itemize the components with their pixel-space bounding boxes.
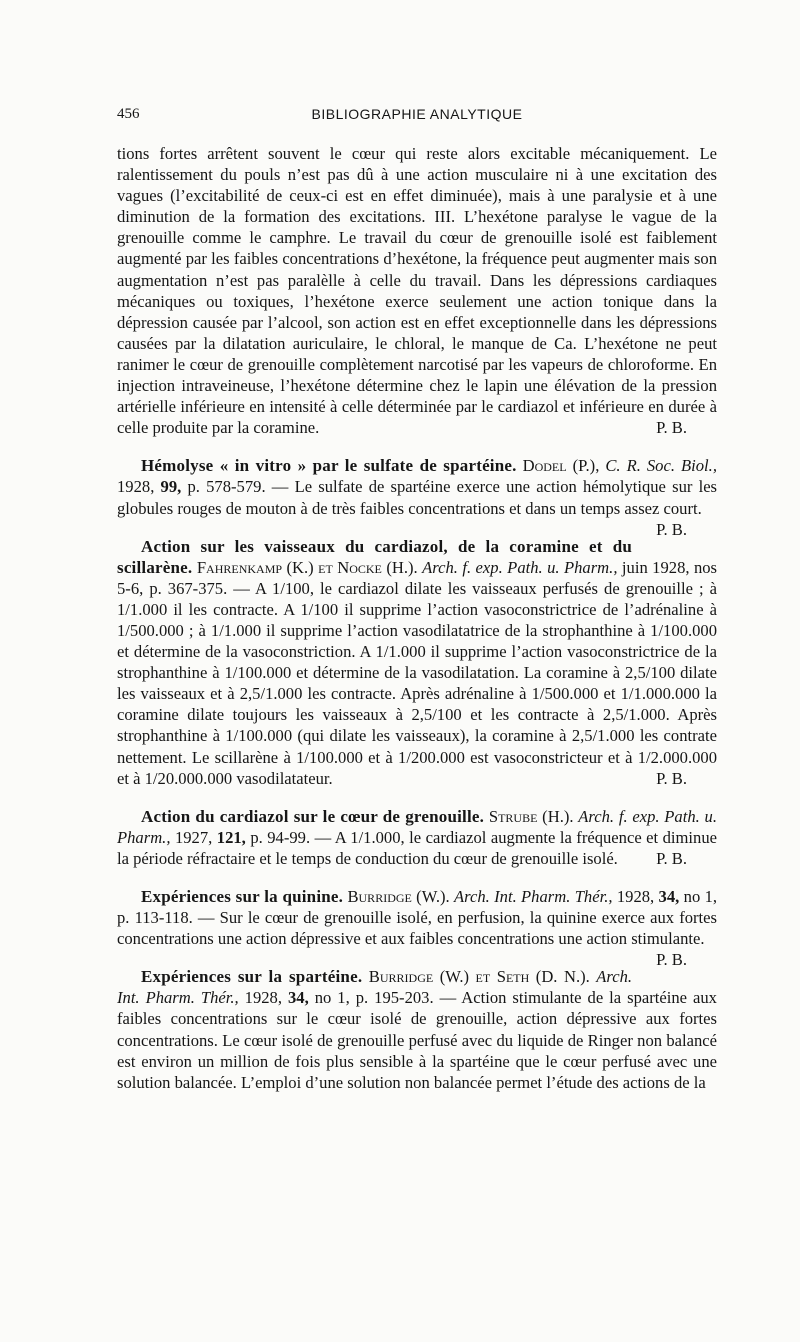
reviewer-initials: P. B. — [656, 768, 687, 788]
citation-journal: Arch. f. exp. Path. u. Pharm., — [422, 557, 618, 577]
running-head: BIBLIOGRAPHIE ANALYTIQUE — [311, 106, 523, 122]
entry-author: Burridge (W.) et Seth (D. N.). — [368, 967, 590, 987]
citation-year: 1928, — [117, 477, 155, 497]
citation-volume: 99, — [160, 477, 182, 497]
entry-author: Dodel (P.), — [522, 456, 600, 476]
entry-title: Expériences sur la quinine. — [141, 887, 344, 906]
reviewer-initials: P. B. — [656, 950, 687, 970]
citation-pages: no 1, p. 195-203. — — [314, 988, 457, 1008]
bibliography-entry — [117, 806, 717, 869]
page-number: 456 — [117, 106, 140, 122]
citation-volume: 121, — [216, 827, 246, 847]
citation-journal: C. R. Soc. Biol., — [605, 456, 717, 476]
entry-text: A 1/100, le cardiazol dilate les vaisseaux perfusés de grenouille ; à 1/1.000 il les contracte. A 1/100 il supprime l’action vasoconstrictrice de l’adrénaline à 1/500.000 ; à 1/1.000 il supprime l’action vasodilatatrice de la strophanthine à 1/100.000 et détermine de la vasoconstriction. A 1/1.000 il supprime l’action vasoconstrictrice de la strophanthine à 1/100.000 et détermine de la vasodilatation. La coramine à 2,5/100 dilate les vaisseaux et à 2,5/1.000 les contracte. Après adrénaline à 1/500.000 et 1/1.000.000 la coramine dilate toujours les vaisseaux à 2,5/100 et les contracte à 2,5/1.000. Après strophanthine à 1/100.000 (qui dilate les vaisseaux), la coramine à 2,5/1.000 les contrate nettement. Le scillarène à 1/100.000 et à 1/200.000 est vasoconstricteur et à 1/2.000.000 et à 1/20.000.000 vasodilatateur. — [117, 578, 717, 788]
bibliography-entry — [117, 966, 717, 1093]
entry-title: Expériences sur la spartéine. — [141, 967, 363, 987]
paragraph-text: tions fortes arrêtent souvent le cœur qui reste alors excitable mécaniquement. Le ralentissement du pouls n’est pas dû à une action musculaire ni à une excitation des vagues (l’excitabilité de ceux-ci est en effet diminuée), mais à une paralysie et à une diminution de la formation des excitations. III. L’hexétone paralyse le vague de la grenouille comme le camphre. Le travail du cœur de grenouille isolé est faiblement augmenté par les faibles concentrations d’hexétone, la fréquence peut augmenter mais son augmentation n’est pas paralèlle à celle du travail. Dans les dépressions cardiaques mécaniques ou toxiques, l’hexétone exerce seulement une action tonique dans la dépression causée par l’alcool, son action est en effet exceptionnelle dans les dépressions causées par la dilatation auriculaire, le chloral, le manque de Ca. L’hexétone ne peut ranimer le cœur de grenouille complètement narcotisé par les vapeurs de chloroforme. En injection intraveineuse, l’hexétone détermine chez le lapin une élévation de la pression artérielle inférieure en intensité à celle déterminée par le cardiazol et inférieure en durée à celle produite par la coramine. — [117, 144, 717, 438]
entry-text: A 1/1.000, le cardiazol augmente la fréquence et diminue la période réfractaire et le temps de conduction du cœur de grenouille isolé. — [117, 827, 718, 868]
reviewer-initials: P. B. — [656, 848, 687, 868]
citation-journal: Arch. f. exp. Path. u. Pharm., — [117, 806, 717, 847]
page-body — [117, 143, 717, 1093]
citation-journal: Arch. Int. Pharm. Thér., — [454, 887, 613, 906]
citation-year: juin 1928, nos 5-6, — [117, 557, 718, 598]
citation-year: 1928, — [244, 988, 282, 1008]
bibliography-entry — [117, 536, 717, 789]
entry-text: Le sulfate de spartéine exerce une action hémolytique sur les globules rouges de mouton à de très faibles concentrations et dans un temps assez court. — [117, 477, 718, 518]
citation-volume: 34, — [287, 988, 309, 1008]
entry-author: Strube (H.). — [488, 806, 574, 826]
citation-journal: Arch. Int. Pharm. Thér., — [117, 967, 633, 1008]
entry-text: Sur le cœur de grenouille isolé, en perfusion, la quinine exerce aux fortes concentrations une action dépressive et aux faibles concentrations une action stimulante. — [117, 908, 717, 949]
entry-author: Burridge (W.). — [347, 887, 450, 906]
entry-title: Action du cardiazol sur le cœur de grenouille. — [141, 806, 485, 826]
reviewer-initials: P. B. — [656, 519, 687, 539]
entry-text: Action stimulante de la spartéine aux faibles concentrations sur le cœur isolé de grenouille, action dépressive aux fortes concentrations. Le cœur isolé de grenouille perfusé avec du liquide de Ringer non balancé est environ un million de fois plus sensible à la spartéine que le cœur perfusé avec une solution balancée. L’emploi d’une solution non balancée permet l’étude des actions de la — [117, 988, 717, 1092]
citation-year: 1927, — [174, 827, 213, 847]
page-header — [117, 106, 717, 130]
continued-paragraph — [117, 143, 717, 438]
entry-title: Action sur les vaisseaux du cardiazol, de la coramine et du scillarène. — [117, 536, 633, 577]
citation-year: 1928, — [616, 887, 655, 906]
entry-title: Hémolyse « in vitro » par le sulfate de spartéine. — [141, 456, 517, 476]
bibliography-entry — [117, 455, 718, 539]
citation-pages: p. 367-375. — — [149, 578, 250, 598]
bibliography-entry — [117, 886, 718, 970]
reviewer-initials: P. B. — [656, 418, 687, 438]
citation-pages: p. 578-579. — — [187, 477, 289, 497]
entry-author: Fahrenkamp (K.) et Nocke (H.). — [196, 557, 418, 577]
citation-pages: no 1, p. 113-118. — — [117, 887, 718, 928]
citation-pages: p. 94-99. — — [250, 827, 332, 847]
citation-volume: 34, — [658, 887, 680, 906]
